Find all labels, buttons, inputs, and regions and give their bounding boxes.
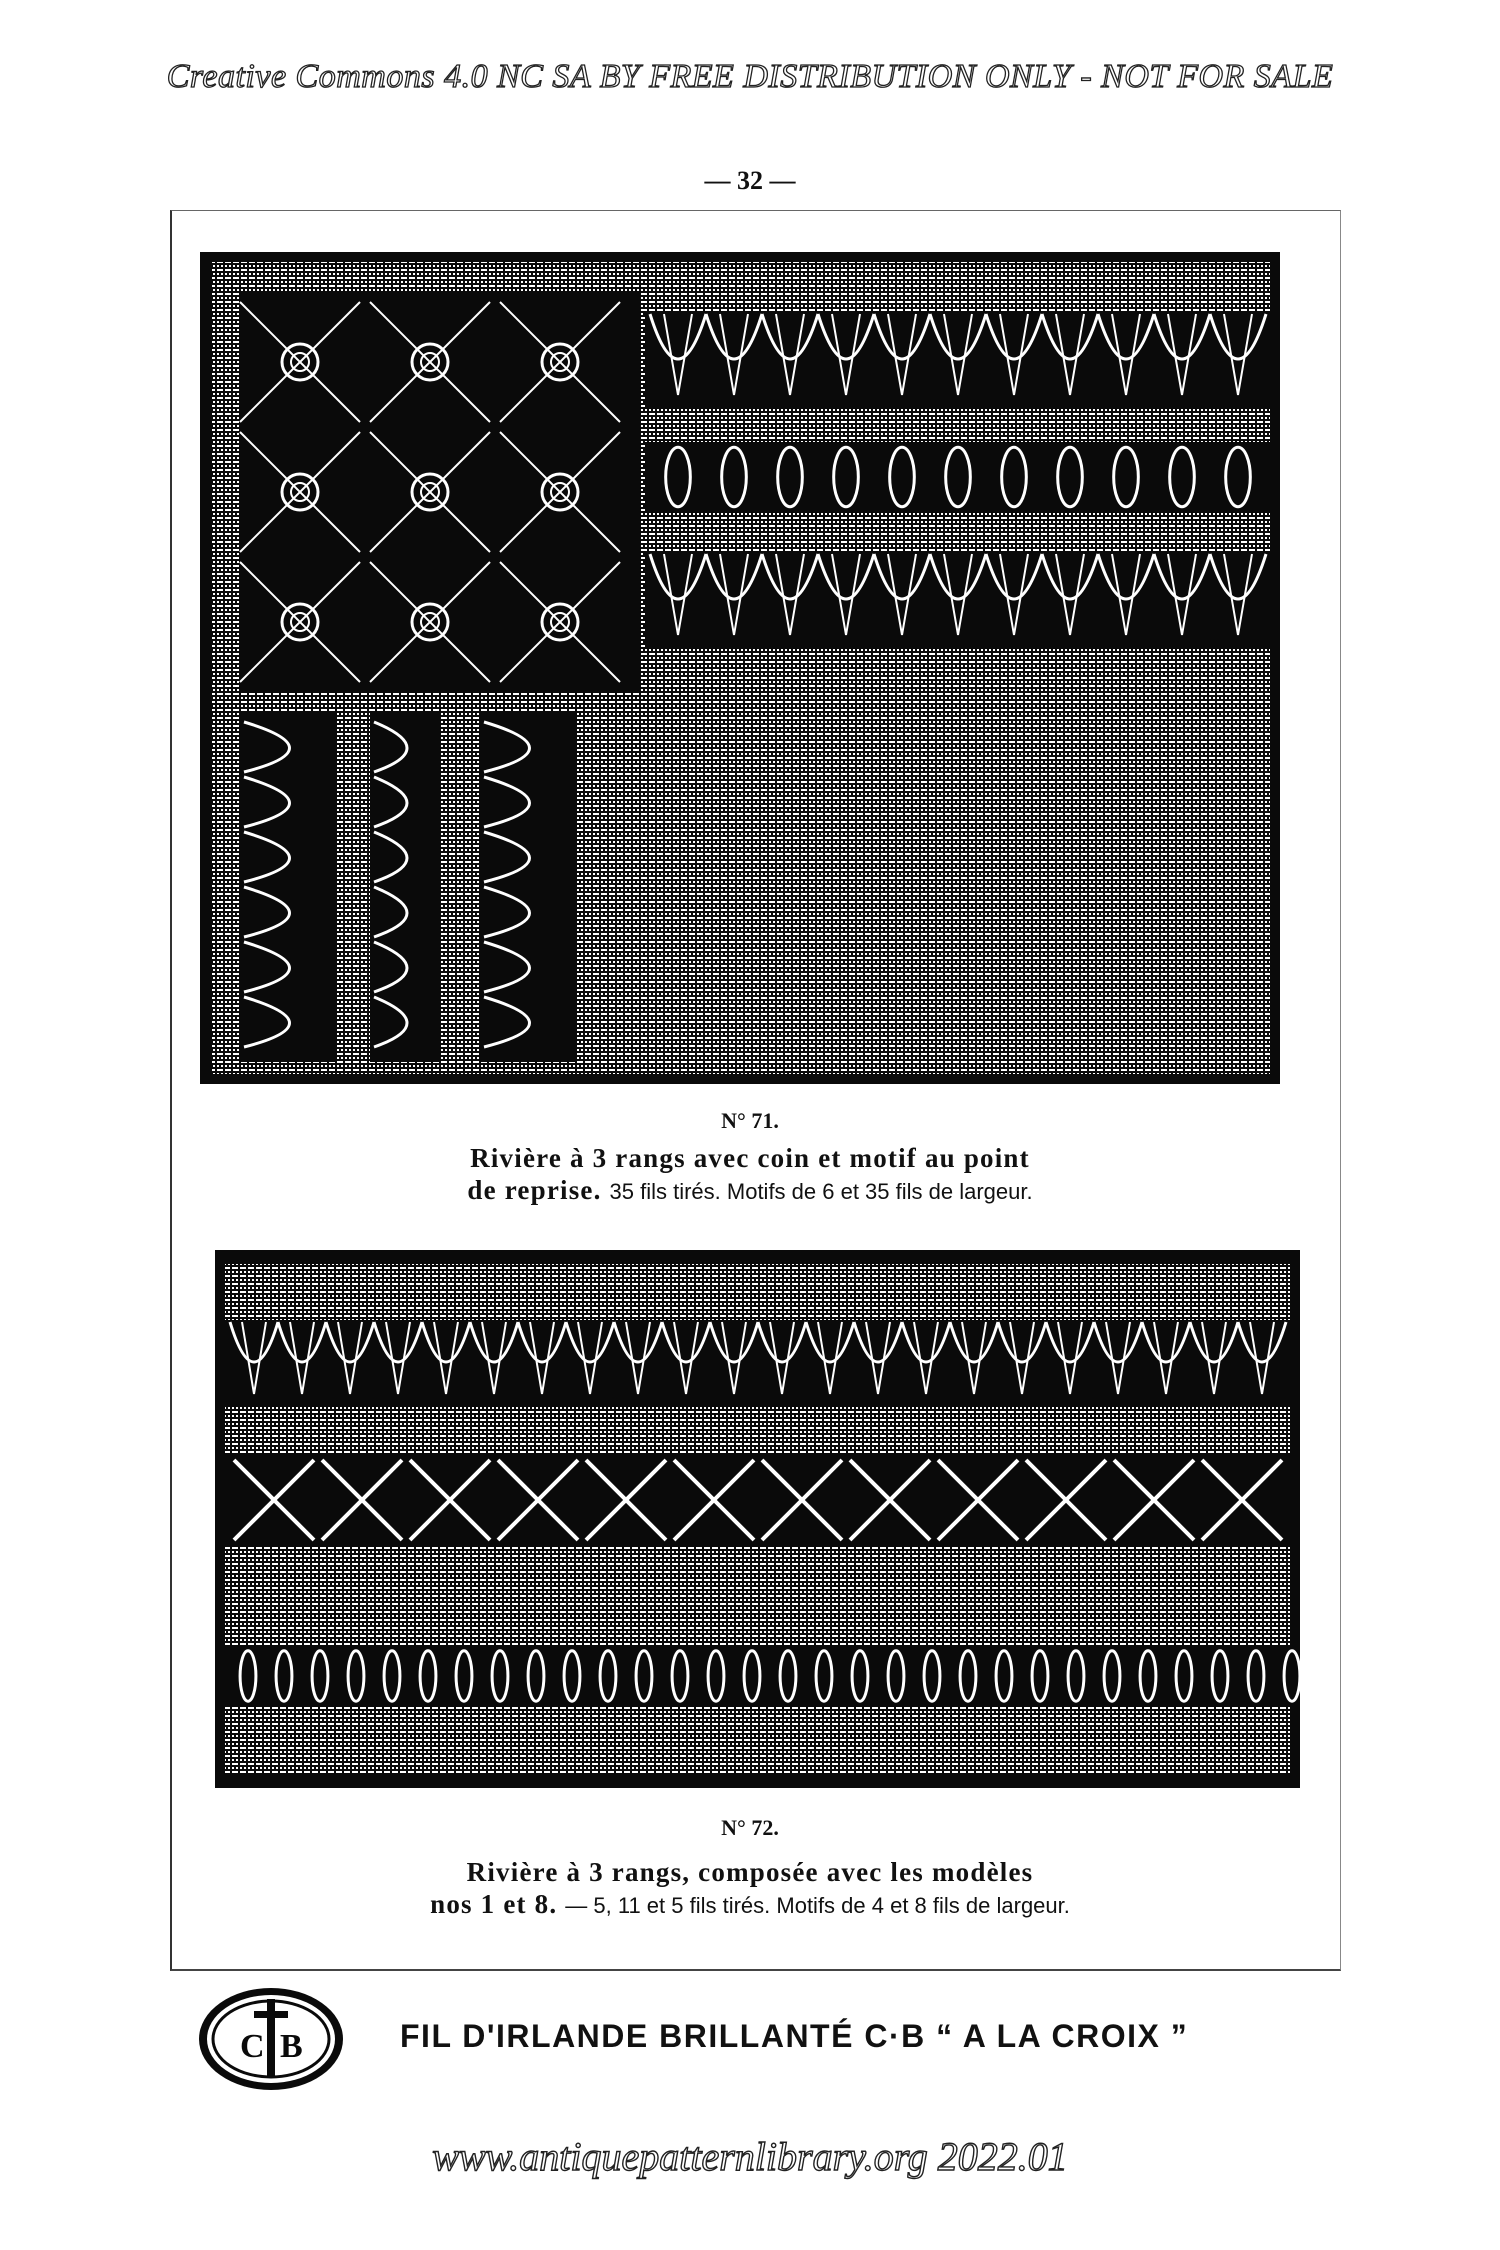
embroidery-plate-72 <box>215 1250 1300 1788</box>
embroidery-plate-71 <box>200 252 1280 1084</box>
drawn-thread-corner-embroidery-icon <box>200 252 1280 1084</box>
figure-71-number: N° 71. <box>721 1108 779 1133</box>
svg-text:B: B <box>280 2028 303 2065</box>
site-watermark-text: www.antiquepatternlibrary.org 2022.01 <box>432 2134 1068 2179</box>
brand-name: FIL D'IRLANDE BRILLANTÉ C·B “ A LA CROIX ” <box>400 2018 1189 2054</box>
figure-72-caption <box>0 1856 1500 1922</box>
cross-monogram-logo-icon <box>196 1985 346 2093</box>
figure-71-caption <box>0 1142 1500 1208</box>
figure-71-title-line2-row <box>0 1174 1500 1208</box>
figure-72-title-line2-row <box>0 1888 1500 1922</box>
drawn-thread-three-row-border-icon <box>215 1250 1300 1788</box>
figure-71-title-line2: de reprise. <box>467 1175 602 1205</box>
figure-72-number: N° 72. <box>721 1815 779 1840</box>
figure-72-detail: — 5, 11 et 5 fils tirés. Motifs de 4 et 8 fils de largeur. <box>565 1893 1070 1918</box>
figure-72-title: Rivière à 3 rangs, composée avec les modèles <box>466 1857 1034 1887</box>
figure-71-detail: 35 fils tirés. Motifs de 6 et 35 fils de largeur. <box>609 1179 1033 1204</box>
figure-72-title-line2: nos 1 et 8. <box>430 1889 558 1919</box>
logo-letters: C <box>240 2028 265 2065</box>
license-header: Creative Commons 4.0 NC SA BY FREE DISTRIBUTION ONLY - NOT FOR SALE <box>166 58 1334 95</box>
page-number: — 32 — <box>704 166 796 195</box>
figure-71-title: Rivière à 3 rangs avec coin et motif au point <box>470 1143 1030 1173</box>
